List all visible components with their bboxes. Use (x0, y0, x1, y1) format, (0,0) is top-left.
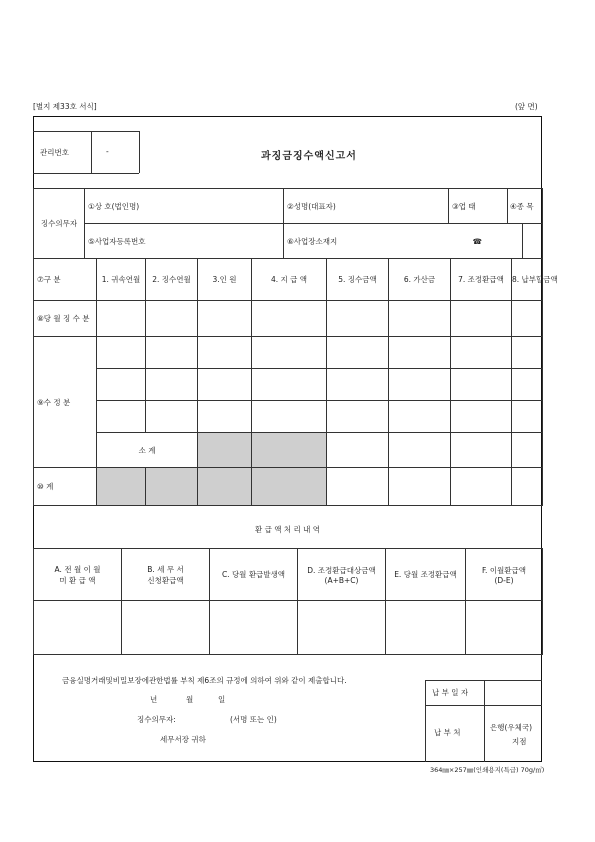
shaded-cell (198, 468, 252, 506)
refund-col-c: C. 당월 환급발생액 (210, 549, 298, 601)
shaded-cell (198, 433, 252, 468)
table-cell[interactable] (512, 301, 543, 337)
table-cell[interactable] (298, 601, 386, 655)
table-cell[interactable] (198, 337, 252, 369)
addressee: 세무서장 귀하 (160, 735, 206, 744)
date-day: 일 (218, 695, 226, 704)
table-cell[interactable] (327, 337, 389, 369)
bank-label: 은행(우체국) (490, 723, 533, 732)
table-cell[interactable] (198, 301, 252, 337)
payer-label: 징수의무자 (34, 189, 85, 259)
table-cell[interactable] (146, 337, 198, 369)
table-cell[interactable] (210, 601, 298, 655)
representative-label: ②성명(대표자) (284, 189, 339, 224)
row-label-correction: ⑨수 정 분 (34, 337, 97, 468)
divider (33, 131, 139, 132)
table-cell[interactable] (327, 401, 389, 433)
table-cell[interactable] (451, 401, 512, 433)
table-cell[interactable] (146, 301, 198, 337)
table-cell[interactable] (252, 401, 327, 433)
table-cell[interactable] (512, 369, 543, 401)
management-no-label: 관리번호 (40, 148, 69, 157)
sign-note: (서명 또는 인) (230, 715, 277, 724)
signer-label: 징수의무자: (137, 715, 176, 724)
table-cell[interactable] (389, 301, 451, 337)
table-cell[interactable] (146, 369, 198, 401)
divider (484, 680, 485, 762)
table-cell[interactable] (466, 601, 543, 655)
table-cell[interactable] (198, 369, 252, 401)
table-cell[interactable] (252, 369, 327, 401)
refund-col-d: D. 조정환급대상금액 (A+B+C) (298, 549, 386, 601)
subtotal-label: 소 계 (97, 433, 198, 468)
representative-field[interactable] (339, 189, 449, 224)
table-cell[interactable] (97, 369, 146, 401)
management-no-value: - (106, 147, 109, 156)
table-cell[interactable] (389, 468, 451, 506)
table-cell[interactable] (252, 301, 327, 337)
table-cell[interactable] (451, 337, 512, 369)
table-cell[interactable] (451, 301, 512, 337)
table-cell[interactable] (512, 468, 543, 506)
refund-table (33, 548, 543, 655)
table-cell[interactable] (327, 433, 389, 468)
phone-icon: ☎ (339, 224, 523, 259)
col-header-collection-month: 2. 징수연월 (146, 259, 198, 301)
name-field[interactable] (145, 189, 284, 224)
table-cell[interactable] (451, 468, 512, 506)
branch-label: 지점 (512, 737, 527, 746)
date-month: 월 (186, 695, 194, 704)
table-cell[interactable] (451, 433, 512, 468)
table-cell[interactable] (97, 337, 146, 369)
col-header-adjusted-refund: 7. 조정환급액 (451, 259, 512, 301)
page-title: 과징금징수액신고서 (261, 151, 357, 162)
payer-table (33, 188, 543, 259)
divider (425, 680, 426, 762)
col-header-surcharge: 6. 가산금 (389, 259, 451, 301)
table-cell[interactable] (512, 337, 543, 369)
table-cell[interactable] (512, 401, 543, 433)
form-code: [별지 제33호 서식] (33, 102, 97, 111)
table-cell[interactable] (327, 301, 389, 337)
refund-col-f: F. 이월환급액 (D-E) (466, 549, 543, 601)
refund-col-a: A. 전 월 이 월 미 환 급 액 (34, 549, 122, 601)
col-header-attribution-month: 1. 귀속연월 (97, 259, 146, 301)
table-cell[interactable] (122, 601, 210, 655)
page-side: (앞 면) (515, 102, 538, 111)
table-cell[interactable] (327, 468, 389, 506)
date-year: 년 (150, 695, 158, 704)
col-header-category: ⑦구 분 (34, 259, 97, 301)
divider (425, 705, 542, 706)
col-header-payable: 8. 납부할금액 (512, 259, 543, 301)
shaded-cell (252, 433, 327, 468)
address-field[interactable] (523, 224, 543, 259)
refund-col-b: B. 세 무 서 신청환급액 (122, 549, 210, 601)
table-cell[interactable] (252, 337, 327, 369)
shaded-cell (252, 468, 327, 506)
row-label-total: ⑩ 계 (34, 468, 97, 506)
biz-reg-label: ⑤사업자등록번호 (85, 224, 145, 259)
biz-reg-field[interactable] (145, 224, 284, 259)
table-cell[interactable] (97, 401, 146, 433)
address-label: ⑥사업장소재지 (284, 224, 339, 259)
table-cell[interactable] (389, 337, 451, 369)
shaded-cell (97, 468, 146, 506)
table-cell[interactable] (389, 433, 451, 468)
collection-table (33, 258, 558, 506)
declaration-text: 금융실명거래및비밀보장에관한법률 부칙 제6조의 규정에 의하여 위와 같이 제출합니다. (62, 676, 347, 685)
col-header-headcount: 3.인 원 (198, 259, 252, 301)
payment-date-label: 납 부 일 자 (432, 688, 469, 697)
table-cell[interactable] (146, 401, 198, 433)
table-cell[interactable] (97, 301, 146, 337)
table-cell[interactable] (389, 369, 451, 401)
divider (425, 680, 542, 681)
shaded-cell (146, 468, 198, 506)
table-cell[interactable] (327, 369, 389, 401)
business-type-label: ③업 태 (449, 189, 508, 224)
name-label: ①상 호(법인명) (85, 189, 145, 224)
paper-spec: 364㎜×257㎜(인쇄용지(특급) 70g/㎡) (430, 766, 545, 774)
table-cell[interactable] (198, 401, 252, 433)
table-cell[interactable] (389, 401, 451, 433)
table-cell[interactable] (512, 433, 543, 468)
col-header-payment: 4. 지 급 액 (252, 259, 327, 301)
col-header-collected: 5. 징수금액 (327, 259, 389, 301)
item-label: ④종 목 (508, 189, 543, 224)
divider (91, 131, 92, 173)
row-label-current: ⑧당 월 징 수 분 (34, 301, 97, 337)
divider (33, 173, 139, 174)
refund-title: 환 급 액 처 리 내 역 (254, 525, 321, 534)
table-cell[interactable] (386, 601, 466, 655)
payment-place-label: 납 부 처 (434, 728, 461, 737)
table-cell[interactable] (451, 369, 512, 401)
divider (139, 131, 140, 173)
refund-col-e: E. 당월 조정환급액 (386, 549, 466, 601)
table-cell[interactable] (34, 601, 122, 655)
